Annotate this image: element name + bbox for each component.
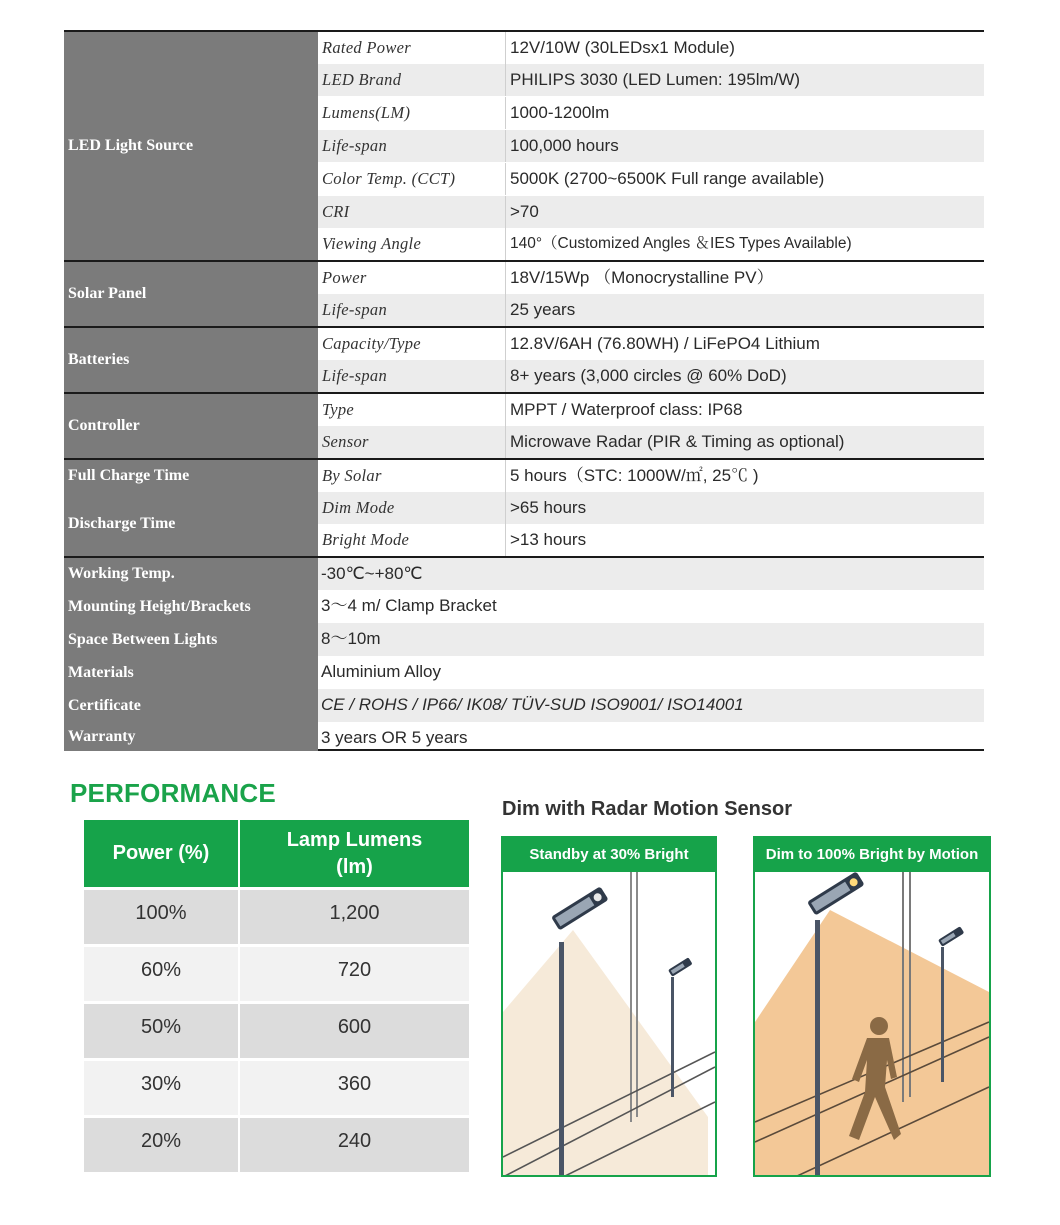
- category-led-light-source: [64, 32, 318, 260]
- spec-row: [318, 163, 984, 195]
- category-label: Full Charge Time: [68, 467, 190, 484]
- category-label: Working Temp.: [68, 565, 175, 582]
- spec-value: MPPT / Waterproof class: IP68: [510, 400, 743, 419]
- spec-row: [318, 394, 984, 426]
- spec-row: [318, 689, 984, 722]
- category-full-charge-time: [64, 460, 318, 492]
- table-row: [84, 1061, 469, 1115]
- spec-label: Rated Power: [322, 38, 411, 57]
- spec-row: [318, 460, 984, 492]
- spec-row: [318, 722, 984, 751]
- category-warranty: [64, 722, 318, 751]
- lumens-cell: 360: [337, 1073, 372, 1095]
- category-controller: [64, 394, 318, 458]
- category-label: Certificate: [68, 696, 141, 714]
- power-cell: 60%: [140, 959, 182, 981]
- category-label: LED Light Source: [68, 137, 194, 154]
- table-row: [84, 947, 469, 1001]
- lumens-cell: 720: [337, 959, 372, 981]
- spec-row: [318, 262, 984, 294]
- lamp-pole-far: [671, 977, 674, 1097]
- lamp-head-far: [668, 957, 693, 977]
- spec-row: [318, 426, 984, 458]
- category-batteries: [64, 328, 318, 392]
- lamp-pole-far: [941, 947, 944, 1082]
- table-row: [84, 1118, 469, 1172]
- category-label: Batteries: [68, 351, 130, 368]
- table-row: [84, 890, 469, 944]
- spec-label: Color Temp. (CCT): [322, 169, 456, 188]
- spec-row: [318, 228, 984, 260]
- spec-value: 25 years: [510, 300, 576, 319]
- spec-value: 5000K (2700~6500K Full range available): [510, 169, 825, 188]
- lamp-head: [807, 872, 865, 916]
- category-label: Space Between Lights: [68, 630, 218, 648]
- spec-value: 5 hours（STC: 1000W/㎡, 25℃ ): [510, 466, 759, 485]
- category-label: Warranty: [68, 727, 136, 745]
- spec-label: Sensor: [322, 432, 369, 451]
- lamp-pole: [559, 942, 564, 1177]
- spec-row: [318, 492, 984, 524]
- lumens-cell: 240: [337, 1130, 372, 1152]
- spec-row: [318, 623, 984, 656]
- spec-label: CRI: [322, 202, 350, 221]
- spec-value: 3～4 m/ Clamp Bracket: [321, 596, 497, 615]
- spec-value: 12.8V/6AH (76.80WH) / LiFePO4 Lithium: [510, 334, 820, 353]
- header-lumens: [240, 820, 469, 887]
- spec-row: [318, 360, 984, 392]
- spec-value: 100,000 hours: [510, 136, 619, 155]
- category-space-between-lights: [64, 623, 318, 656]
- header-power-label: Power (%): [112, 842, 210, 864]
- spec-value: PHILIPS 3030 (LED Lumen: 195lm/W): [510, 70, 801, 89]
- spec-row: [318, 32, 984, 64]
- spec-value: 140°（Customized Angles ＆IES Types Available): [510, 235, 852, 252]
- spec-row: [318, 590, 984, 623]
- power-cell: 20%: [140, 1130, 182, 1152]
- spec-table: [64, 30, 984, 751]
- table-row: [84, 1004, 469, 1058]
- category-label: Controller: [68, 417, 140, 434]
- spec-label: Power: [322, 268, 367, 287]
- category-label: Mounting Height/Brackets: [68, 597, 251, 615]
- category-certificate: [64, 689, 318, 722]
- dim-panel-title: Dim with Radar Motion Sensor: [502, 798, 793, 820]
- spec-label: By Solar: [322, 466, 382, 485]
- standby-scene-graphic: [503, 872, 715, 1177]
- spec-row: [318, 130, 984, 162]
- standby-label: Standby at 30% Bright: [503, 838, 715, 872]
- spec-row: [318, 97, 984, 129]
- motion-scene-graphic: [755, 872, 989, 1177]
- power-cell: 100%: [135, 902, 187, 924]
- standby-illustration: [501, 836, 717, 1177]
- spec-row: [318, 656, 984, 689]
- lamp-head-far: [938, 926, 964, 947]
- spec-value: 8+ years (3,000 circles @ 60% DoD): [510, 366, 787, 385]
- spec-value: 3 years OR 5 years: [321, 728, 468, 747]
- spec-row: [318, 328, 984, 360]
- performance-title: PERFORMANCE: [70, 778, 276, 808]
- power-cell: 30%: [140, 1073, 182, 1095]
- header-lumens-line2: (lm): [336, 855, 373, 878]
- spec-value: 18V/15Wp （Monocrystalline PV）: [510, 268, 774, 287]
- spec-value: >65 hours: [510, 498, 587, 517]
- spec-label: LED Brand: [322, 70, 402, 89]
- spec-value: -30℃~+80℃: [321, 564, 423, 583]
- spec-row: [318, 294, 984, 326]
- category-mounting-height: [64, 590, 318, 623]
- lumens-cell: 1,200: [329, 902, 380, 924]
- spec-value: 12V/10W (30LEDsx1 Module): [510, 38, 735, 57]
- spec-row: [318, 196, 984, 228]
- spec-label: Capacity/Type: [322, 334, 421, 353]
- spec-label: Dim Mode: [322, 498, 395, 517]
- category-solar-panel: [64, 262, 318, 326]
- spec-value: CE / ROHS / IP66/ IK08/ TÜV-SUD ISO9001/ ISO14001: [321, 695, 744, 714]
- spec-label: Bright Mode: [322, 530, 410, 549]
- category-label: Discharge Time: [68, 515, 176, 532]
- category-label: Solar Panel: [68, 285, 147, 302]
- spec-value: Aluminium Alloy: [321, 662, 441, 681]
- lumens-cell: 600: [337, 1016, 372, 1038]
- spec-value: 1000-1200lm: [510, 103, 610, 122]
- spec-value: >13 hours: [510, 530, 587, 549]
- power-cell: 50%: [140, 1016, 182, 1038]
- spec-label: Life-span: [322, 136, 388, 155]
- header-power: [84, 820, 238, 887]
- spec-label: Viewing Angle: [322, 234, 422, 253]
- spec-value: >70: [510, 202, 539, 221]
- header-lumens-line1: Lamp Lumens: [286, 828, 423, 851]
- category-materials: [64, 656, 318, 689]
- motion-label: Dim to 100% Bright by Motion: [755, 838, 989, 872]
- category-label: Materials: [68, 663, 134, 681]
- spec-row: [318, 524, 984, 556]
- motion-illustration: [753, 836, 991, 1177]
- spec-value: Microwave Radar (PIR & Timing as optional): [510, 432, 845, 451]
- spec-value: 8～10m: [321, 629, 381, 648]
- category-working-temp: [64, 558, 318, 590]
- spec-row: [318, 558, 984, 590]
- spec-label: Type: [322, 400, 355, 419]
- spec-label: Life-span: [322, 300, 388, 319]
- lamp-pole: [815, 920, 820, 1177]
- lamp-head: [551, 886, 609, 930]
- category-discharge-time: [64, 492, 318, 556]
- spec-row: [318, 64, 984, 96]
- spec-label: Life-span: [322, 366, 388, 385]
- spec-label: Lumens(LM): [322, 103, 411, 122]
